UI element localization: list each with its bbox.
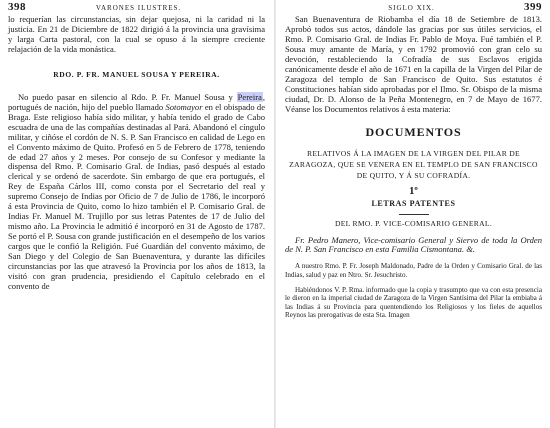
documents-subtitle: RELATIVOS Á LA IMAGEN DE LA VIRGEN DEL PILAR DE ZARAGOZA, QUE SE VENERA EN EL TEMPLO DE SAN FRANCISCO DE QUITO, Y Á SU COFRADÍA.: [289, 148, 538, 180]
left-top-paragraph: lo requerían las circunstancias, sin dejar quejosa, ni la caridad ni la justicia. En 21 de Diciembre de 1822 dirigió á la provincia una gravísima y larga Carta pastoral, con la cual se opuso á la siempre creciente relajación de la vida monástica.: [8, 14, 265, 54]
right-top-paragraph: San Buenaventura de Riobamba el día 18 de Setiembre de 1813. Aprobó todos sus actos, dándole las gracias por sus útiles servicios, el Rmo. P. Comisario Gral. de Indias Fr. Pablo de Moya. Fué también el P. Sousa muy amante de María, y en 1792 promovió con gran celo su devoción, restableciendo la Cofradía de sus Esclavos erigida canónicamente desde el año de 1671 en la capilla de la Virgen del Pilar de Zaragoza del templo de San Francisco de Quito. Sus estatutos é Constituciones habían sido aprobadas por el Ilmo. Sr. Obispo de la misma ciudad, Dr. D. Alonso de la Peña Montenegro, en 7 de Mayo de 1677. Véanse los Documentos relativos á esta materia:: [285, 14, 542, 114]
left-page-number: 398: [8, 1, 26, 13]
left-page-header: [8, 1, 265, 15]
letters-patent-caption: DEL RMO. P. VICE-COMISARIO GENERAL.: [334, 218, 493, 228]
right-page: [275, 0, 550, 428]
highlighted-word[interactable]: Pereira: [237, 91, 262, 102]
small-paragraph-1: A nuestro Rmo. P. Fr. Joseph Maldonado, Padre de la Orden y Comisario Gral. de las Indias, salud y paz en Ntro. Sr. Jesuchristo.: [285, 262, 542, 280]
letters-patent-heading: LETRAS PATENTES: [371, 198, 456, 208]
biography-paragraph: [8, 93, 265, 292]
small-paragraph-2: Habiéndonos V. P. Rma. informado que la copia y trasumpto que va con esta presencia le dieron en la imperial ciudad de Zaragoza de la Virgen Santísima del Pilar la embiaba á las Indias á su Provincia para quentendiendo los Religiosos y los fieles de aquellos Reynos las prerogativas de esta Sta. Imagen: [285, 285, 542, 320]
biography-text-rest: en el obispado de Braga. Este religioso había sido militar, y había tenido el grado de Cabo escuadra de una de las compañías destinadas al Pará. Abandonó el cíngulo militar, y ciñóse el cordón de N. S. P. San Francisco en calidad de Lego en el Convento máximo de Quito. Profesó en 5 de Febrero de 1778, teniendo de edad 27 años y 2 meses. Por consejo de su Confesor y mediante la dispensa del Rmo. P. Comisario Gral. de Indias, pasó después al estado clerical y se ordenó de sacerdote. Sin embargo de que era portugués, el Rey de España Cárlos III, como consta por el Secretario del real y supremo Consejo de Indias por Oficio de 7 de Julio de 1786, le incorporó á esta Provincia de Quito, como lo hizo también el P. Comisario Gral. de Indias Fr. Manuel M. Trujillo por sus letras Patentes de 17 de Julio del mismo año. La Provincia le admitió é incorporó en 31 de Agosto de 1787. Se portó el P. Sousa con grande justificación en el desempeño de los varios cargos que le confió la Religión. Fué Guardián del convento máximo, de San Diego y del Colegio de San Buenaventura, y durante las difíciles circunstancias por las que atravesó la Provincia por los años de 1813, la visitó con gran prudencia, presidiendo el Capítulo celebrado en el convento de: [8, 101, 265, 291]
document-number: 1º: [409, 185, 418, 197]
right-running-title: SIGLO XIX.: [388, 4, 435, 12]
biography-text-start: No puedo pasar en silencio al Rdo. P. Fr. Manuel Sousa y: [18, 91, 237, 102]
section-title: RDO. P. FR. MANUEL SOUSA Y PEREIRA.: [53, 69, 220, 79]
right-page-header: [285, 1, 542, 15]
left-running-title: VARONES ILUSTRES.: [95, 4, 182, 12]
biography-text-mid: , portugués de nación, hijo del pueblo llamado: [8, 91, 265, 112]
documents-title: DOCUMENTOS: [365, 124, 462, 139]
italic-salutation: Fr. Pedro Manero, Vice-comisario General y Siervo de toda la Orden de N. P. San Francisco en esta Familia Cismontana. &.: [285, 234, 542, 255]
right-page-number: 399: [524, 1, 542, 13]
heading-rule: [399, 214, 429, 215]
place-name: Sotomayor: [165, 101, 203, 112]
